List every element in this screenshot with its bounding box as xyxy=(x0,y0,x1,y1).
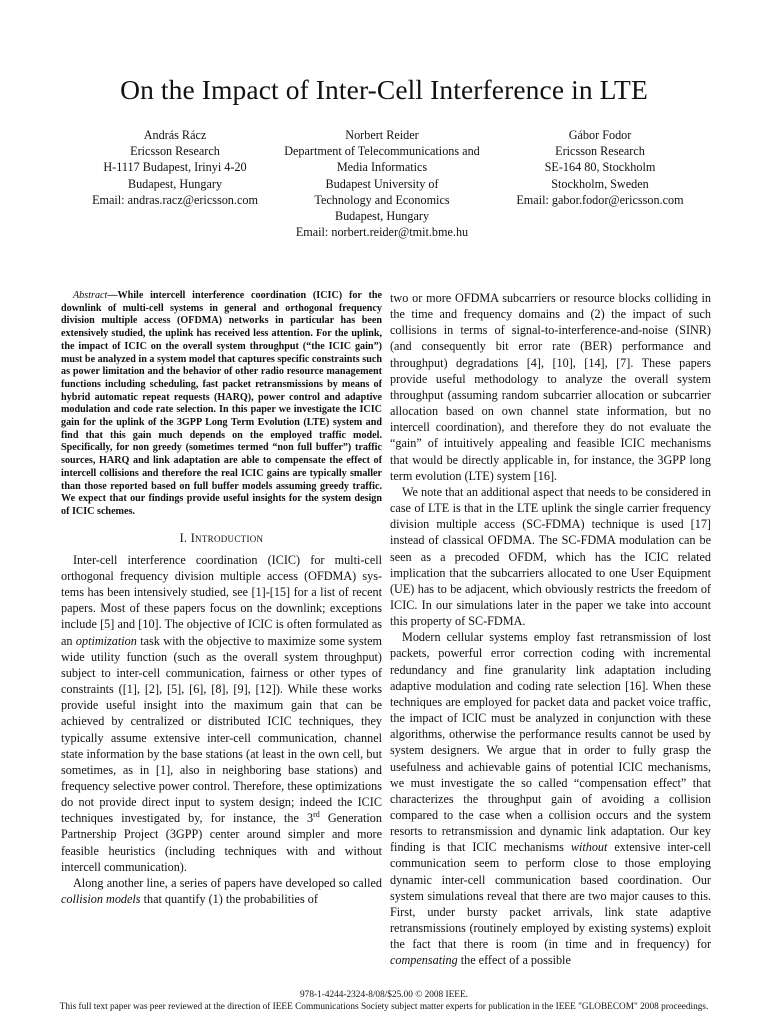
text-run: the effect of a possible xyxy=(457,953,571,968)
superscript: rd xyxy=(313,810,320,820)
author-2-city: Budapest, Hungary xyxy=(334,209,430,224)
abstract-label: Abstract xyxy=(73,290,108,301)
author-3-address: SE-164 80, Stockholm xyxy=(544,160,656,175)
author-1-email: Email: andras.racz@ericsson.com xyxy=(92,192,258,207)
author-2-department-cont: Media Informatics xyxy=(336,160,428,175)
text-run: Modern cellular systems employ fast retransmission of lost packets, powerful error correction coding with incremental redundancy and fine granularity link adaptation including adaptive modulation and coding rate selection [16]. When these techniques are employed for packet data and packet voice traffic, the impact of ICIC must be analyzed in conjunction with these algorithms, otherwise the performance results cannot be used by system designers. We argue that in order to fully grasp the usefulness and achievable gains of potential ICIC mechanisms, we must investigate the so called “compensation effect” that characterizes the throughput gain of avoiding a collision compared to the case when a collision occurs and the system resorts to retransmission and dynamic link adaptation. Our key finding is that ICIC mechanisms xyxy=(390,630,711,855)
author-2-department: Department of Telecommunications and xyxy=(284,144,480,159)
emphasis: optimization xyxy=(75,633,137,648)
author-3-name: Gábor Fodor xyxy=(568,128,632,142)
text-run: extensive inter-cell communication seem to perform close to those employing dynamic inter-cell communication based coordination. Our system simulations reveal that there are two major causes to this. First, under bursty packet arrivals, link state adaptive retransmissions (routinely employed by existing systems) exploit the fact that there is room (in time and in frequency) for xyxy=(390,840,712,952)
author-1-affiliation: Ericsson Research xyxy=(130,144,220,159)
author-1 xyxy=(75,127,275,208)
abstract-text: —While intercell interference coordination (ICIC) for the downlink of multi-cell systems in general and orthogonal frequency division multiple access (OFDMA) networks in particular has been extensively studied, the uplink has received less attention. For the uplink, the impact of ICIC on the overall system throughput (“the ICIC gain”) must be analyzed in a system model that captures specific constraints such as power limitation and the behavior of other radio resource management functions including scheduling, fast packet retransmissions by means of hybrid automatic repeat requests (HARQ), power control and adaptive modulation and code rate selection. In this paper we investigate the ICIC gain for the uplink of the 3GPP Long Term Evolution (LTE) system and find that this gain much depends on the employed traffic model. Specifically, for non greedy (sometimes termed “non full buffer”) traffic sources, HARQ and link adaptation are able to compensate the effect of intercell collisions and therefore the real ICIC gains are typically smaller than those reported based on full buffer models assuming greedy traffic. We expect that our findings provide useful insights for the system design of ICIC schemes. xyxy=(61,290,382,517)
text-run: that quantify (1) the probabilities of xyxy=(140,892,318,907)
abstract xyxy=(61,290,382,519)
intro-paragraph-2-cont: two or more OFDMA subcarriers or resource blocks colliding in the time and frequency domains and (2) the impact of such collisions in terms of signal-to-interference-and-noise (SINR) (and consequently bit error rate (BER) performance and throughput) degradations [4], [10], [14], [7]. These papers provide useful methodology to analyze the overall system throughput (assuming random subcarrier allocation or subcarrier allocation based on own channel state information, but no intercell coordination), and therefore they do not evaluate the “gain” of intuitively appealing and feasible ICIC mechanisms that would be directly applicable in, for instance, the 3GPP long term evolution (LTE) system [16]. xyxy=(390,291,711,483)
copyright-line: 978-1-4244-2324-8/08/$25.00 © 2008 IEEE. xyxy=(300,990,468,1000)
author-2-email: Email: norbert.reider@tmit.bme.hu xyxy=(295,225,469,240)
emphasis: without xyxy=(570,840,608,855)
author-1-name: András Rácz xyxy=(143,128,207,142)
text-run: Generation Partnership Project (3GPP) center around simpler and more feasible heuristics (including techniques with and without intercell communication). xyxy=(61,811,382,874)
right-column xyxy=(390,290,711,969)
intro-paragraph-2 xyxy=(61,875,382,907)
author-2-university-cont: Technology and Economics xyxy=(314,192,450,207)
author-1-city: Budapest, Hungary xyxy=(127,176,223,191)
author-2 xyxy=(270,127,494,240)
intro-paragraph-4 xyxy=(390,629,711,968)
paper-title: On the Impact of Inter-Cell Interference in LTE xyxy=(120,74,648,105)
author-3-city: Stockholm, Sweden xyxy=(551,176,649,191)
peer-review-note: This full text paper was peer reviewed at the direction of IEEE Communications Society subject matter experts for publication in the IEEE "GLOBECOM" 2008 proceedings. xyxy=(59,1002,709,1012)
author-1-address: H-1117 Budapest, Irinyi 4-20 xyxy=(103,160,247,175)
author-block xyxy=(60,127,720,247)
author-2-university: Budapest University of xyxy=(325,176,439,191)
author-3-affiliation: Ericsson Research xyxy=(555,144,645,159)
left-column xyxy=(61,290,382,907)
text-run: Along another line, a series of papers have developed so called xyxy=(73,875,382,890)
text-run: task with the objective to maximize some system wide utility function (such as the overall system throughput) subject to inter-cell communication, fairness or other types of constraints ([1], [2], [5], [6], [8], [9], [12]). While these works provide useful insight into the maximum gain that can be achieved by centralized or distributed ICIC techniques, they typically assume extensive inter-cell communication, channel state information by the base stations (at least in the own cell, but sometimes, as in [1], also in neighboring base stations) and frequency selective power control. Therefore, these optimizations do not provide direct input to system design; indeed the ICIC techniques investigated by, for instance, the 3 xyxy=(61,633,382,826)
emphasis: collision models xyxy=(61,892,141,907)
text-run: Inter-cell interference coordination (ICIC) for multi-cell orthogonal frequency division multiple access (OFDMA) systems has been intensively studied, see [1]-[15] for a list of recent papers. Most of these papers focus on the downlink; exceptions include [5] and [10]. The objective of ICIC is often formulated as an xyxy=(61,552,382,648)
author-2-name: Norbert Reider xyxy=(345,128,419,142)
intro-paragraph-3: We note that an additional aspect that needs to be considered in case of LTE is that in the LTE uplink the single carrier frequency division multiple access (SC-FDMA) technique is used [17] instead of classical OFDMA. The SC-FDMA modulation can be seen as a precoded OFDM, which has the ICIC related implication that the subcarriers allocated to one User Equipment (UE) has to be adjacent, which obviously restricts the freedom of ICIC. In our simulations later in the paper we take into account this property of SC-FDMA. xyxy=(390,484,711,629)
intro-paragraph-1 xyxy=(61,552,382,875)
author-3-email: Email: gabor.fodor@ericsson.com xyxy=(516,192,684,207)
section-heading-introduction: I. Introduction xyxy=(179,530,264,545)
emphasis: compensating xyxy=(390,953,458,968)
author-3 xyxy=(500,127,700,208)
